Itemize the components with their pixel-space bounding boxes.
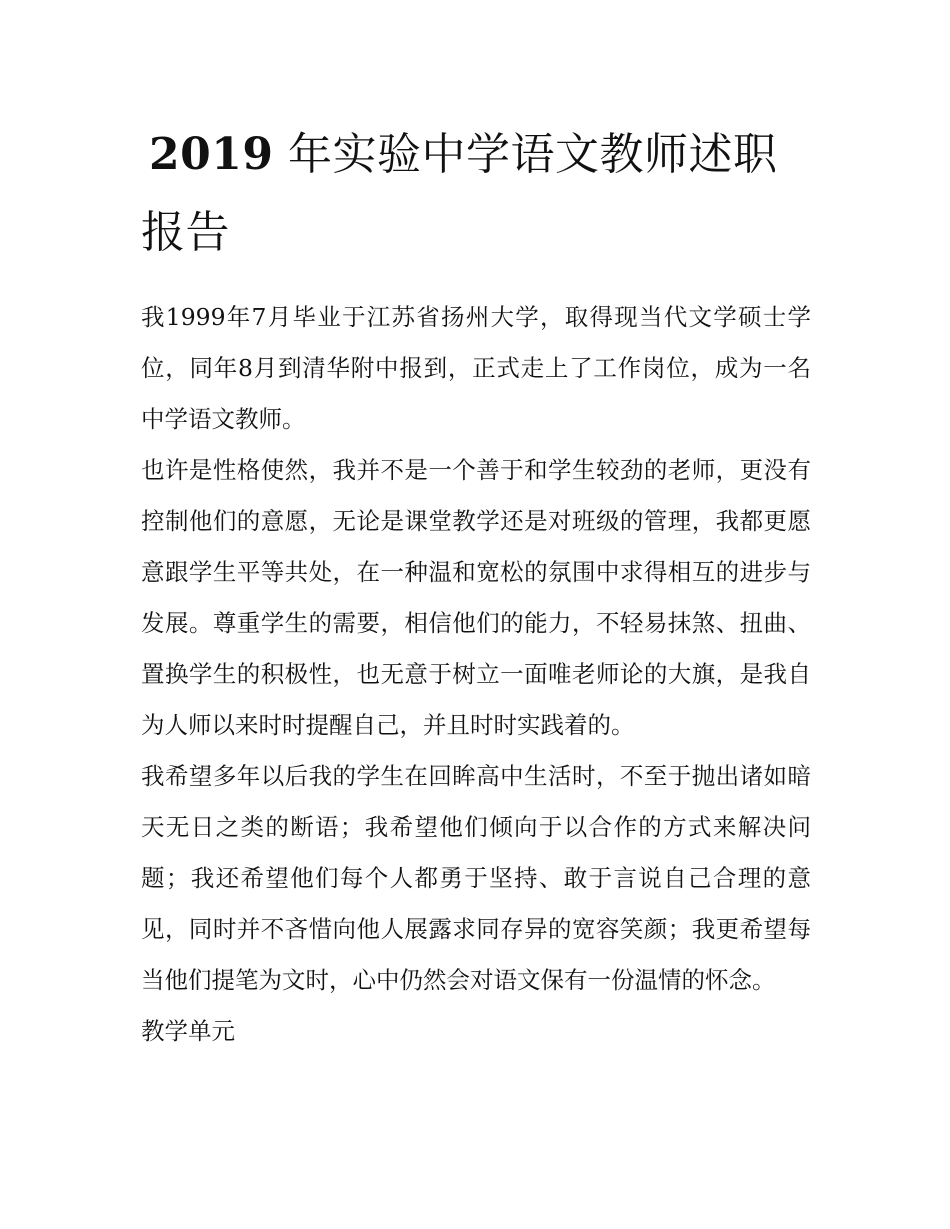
paragraph-1: 我1999年7月毕业于江苏省扬州大学，取得现当代文学硕士学位，同年8月到清华附中报到，正式走上了工作岗位，成为一名中学语文教师。 [141,303,811,433]
section-heading: 教学单元 [141,1017,235,1045]
document-title [141,116,811,272]
title-year: 2019 [149,129,274,180]
document-page [141,116,811,1057]
paragraph-3: 我希望多年以后我的学生在回眸高中生活时，不至于抛出诸如暗天无日之类的断语；我希望他们倾向于以合作的方式来解决问题；我还希望他们每个人都勇于坚持、敢于言说自己合理的意见，同时并不吝惜向他人展露求同存异的宽容笑颜；我更希望每当他们提笔为文时，心中仍然会对语文保有一份温情的怀念。 [141,762,811,994]
paragraph-2: 也许是性格使然，我并不是一个善于和学生较劲的老师，更没有控制他们的意愿，无论是课堂教学还是对班级的管理，我都更愿意跟学生平等共处，在一种温和宽松的氛围中求得相互的进步与发展。尊重学生的需要，相信他们的能力，不轻易抹煞、扭曲、置换学生的积极性，也无意于树立一面唯老师论的大旗，是我自为人师以来时时提醒自己，并且时时实践着的。 [141,456,811,739]
document-body [141,292,811,1057]
title-text: 年实验中学语文教师述职报告 [141,129,778,258]
